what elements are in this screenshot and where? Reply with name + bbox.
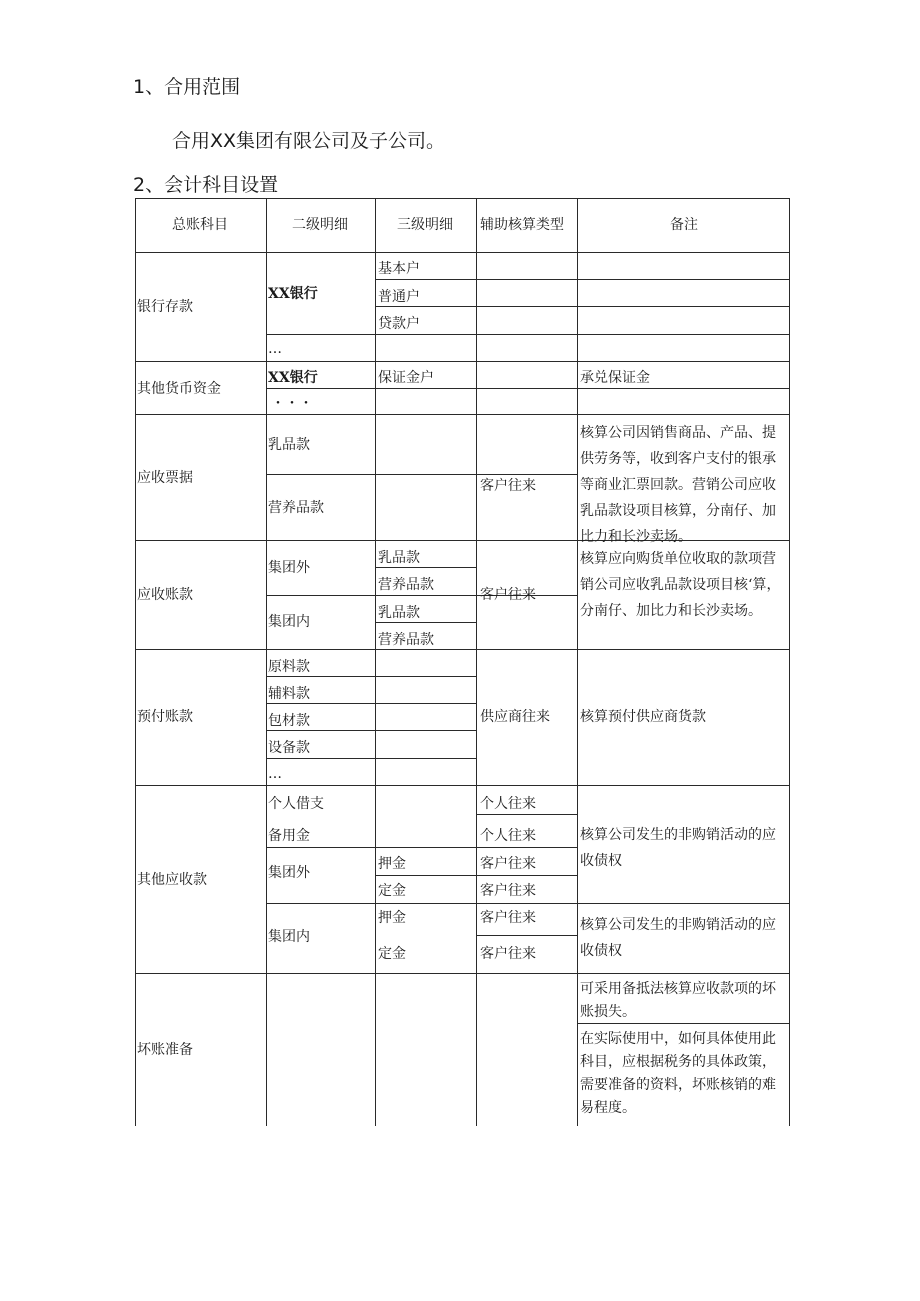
bank-l3-loan: 贷款户 (378, 316, 420, 332)
ar-ext-nutrition: 营养品款 (378, 577, 434, 593)
bank-l3-basic: 基本户 (378, 261, 420, 277)
header-remarks: 备注 (670, 217, 698, 233)
other-rec-int-security: 定金 (378, 946, 406, 962)
other-rec-ext-deposit-aux: 客户往来 (480, 856, 536, 872)
other-rec-note-ext: 核算公司发生的非购销活动的应收债权 (580, 827, 776, 869)
prepay-equipment: 设备款 (268, 740, 310, 756)
account-prepayment: 预付账款 (137, 709, 193, 725)
other-rec-int: 集团内 (268, 929, 310, 945)
notes-aux: 客户往来 (480, 478, 536, 494)
prepay-aux: 供应商往来 (480, 709, 550, 725)
account-notes-receivable: 应收票据 (137, 470, 193, 486)
ar-aux: 客户往来 (480, 587, 536, 603)
prepay-packaging: 包材款 (268, 713, 310, 729)
ar-int-nutrition: 营养品款 (378, 632, 434, 648)
section-2-title: 2、会计科目设置 (133, 174, 279, 196)
prepay-raw: 原料款 (268, 659, 310, 675)
account-bad-debt: 坏账准备 (137, 1042, 193, 1058)
prepay-auxiliary: 辅料款 (268, 686, 310, 702)
section-1-body: 合用XX集团有限公司及子公司。 (172, 130, 446, 152)
other-cash-l3: 保证金户 (378, 370, 434, 386)
account-table (135, 198, 790, 1126)
account-receivable: 应收账款 (137, 587, 193, 603)
other-rec-personal-loan: 个人借支 (268, 796, 324, 812)
other-rec-int-security-aux: 客户往来 (480, 946, 536, 962)
account-bank-deposit: 银行存款 (137, 299, 193, 315)
other-cash-note: 承兑保证金 (580, 370, 650, 386)
header-aux-type: 辅助核算类型 (480, 217, 564, 233)
notes-note: 核算公司因销售商品、产品、提供劳务等，收到客户支付的银承等商业汇票回款。营销公司应收乳品款设项目核算，分南仔、加比力和长沙卖场。 (580, 425, 776, 545)
bank-more: … (268, 341, 282, 357)
other-rec-ext: 集团外 (268, 865, 310, 881)
header-level-2: 二级明细 (292, 217, 348, 233)
ar-group-int: 集团内 (268, 614, 310, 630)
ar-int-dairy: 乳品款 (378, 605, 420, 621)
ar-note: 核算应向购货单位收取的款项营销公司应收乳品款设项目核‘算，分南仔、加比力和长沙卖场。 (580, 551, 781, 619)
notes-l2-nutrition: 营养品款 (268, 500, 324, 516)
other-rec-note-int: 核算公司发生的非购销活动的应收债权 (580, 917, 776, 959)
other-cash-l2: XX银行 (268, 370, 318, 386)
other-rec-ext-deposit: 押金 (378, 856, 406, 872)
other-rec-ext-security-aux: 客户往来 (480, 883, 536, 899)
notes-l2-dairy: 乳品款 (268, 437, 310, 453)
prepay-more: … (268, 766, 282, 782)
other-rec-petty-aux: 个人往来 (480, 828, 536, 844)
bad-debt-note-1: 可采用备抵法核算应收款项的坏账损失。 (580, 981, 776, 1020)
other-rec-int-deposit-aux: 客户往来 (480, 910, 536, 926)
account-other-cash: 其他货币资金 (137, 381, 221, 397)
bad-debt-note-2: 在实际使用中，如何具体使用此科目，应根据税务的具体政策，需要准备的资料，坏账核销的难易程度。 (580, 1031, 776, 1116)
other-rec-petty-cash: 备用金 (268, 828, 310, 844)
ar-ext-dairy: 乳品款 (378, 550, 420, 566)
header-level-3: 三级明细 (397, 217, 453, 233)
bank-l3-general: 普通户 (378, 289, 420, 305)
other-cash-more: ・・・ (271, 396, 313, 412)
prepay-note: 核算预付供应商货款 (580, 709, 706, 725)
ar-group-ext: 集团外 (268, 560, 310, 576)
account-other-receivable: 其他应收款 (137, 872, 207, 888)
header-general-account: 总账科目 (172, 217, 228, 233)
other-rec-int-deposit: 押金 (378, 910, 406, 926)
bank-l2: XX银行 (268, 286, 318, 302)
other-rec-loan-aux: 个人往来 (480, 796, 536, 812)
section-1-title: 1、合用范围 (133, 76, 241, 98)
other-rec-ext-security: 定金 (378, 883, 406, 899)
